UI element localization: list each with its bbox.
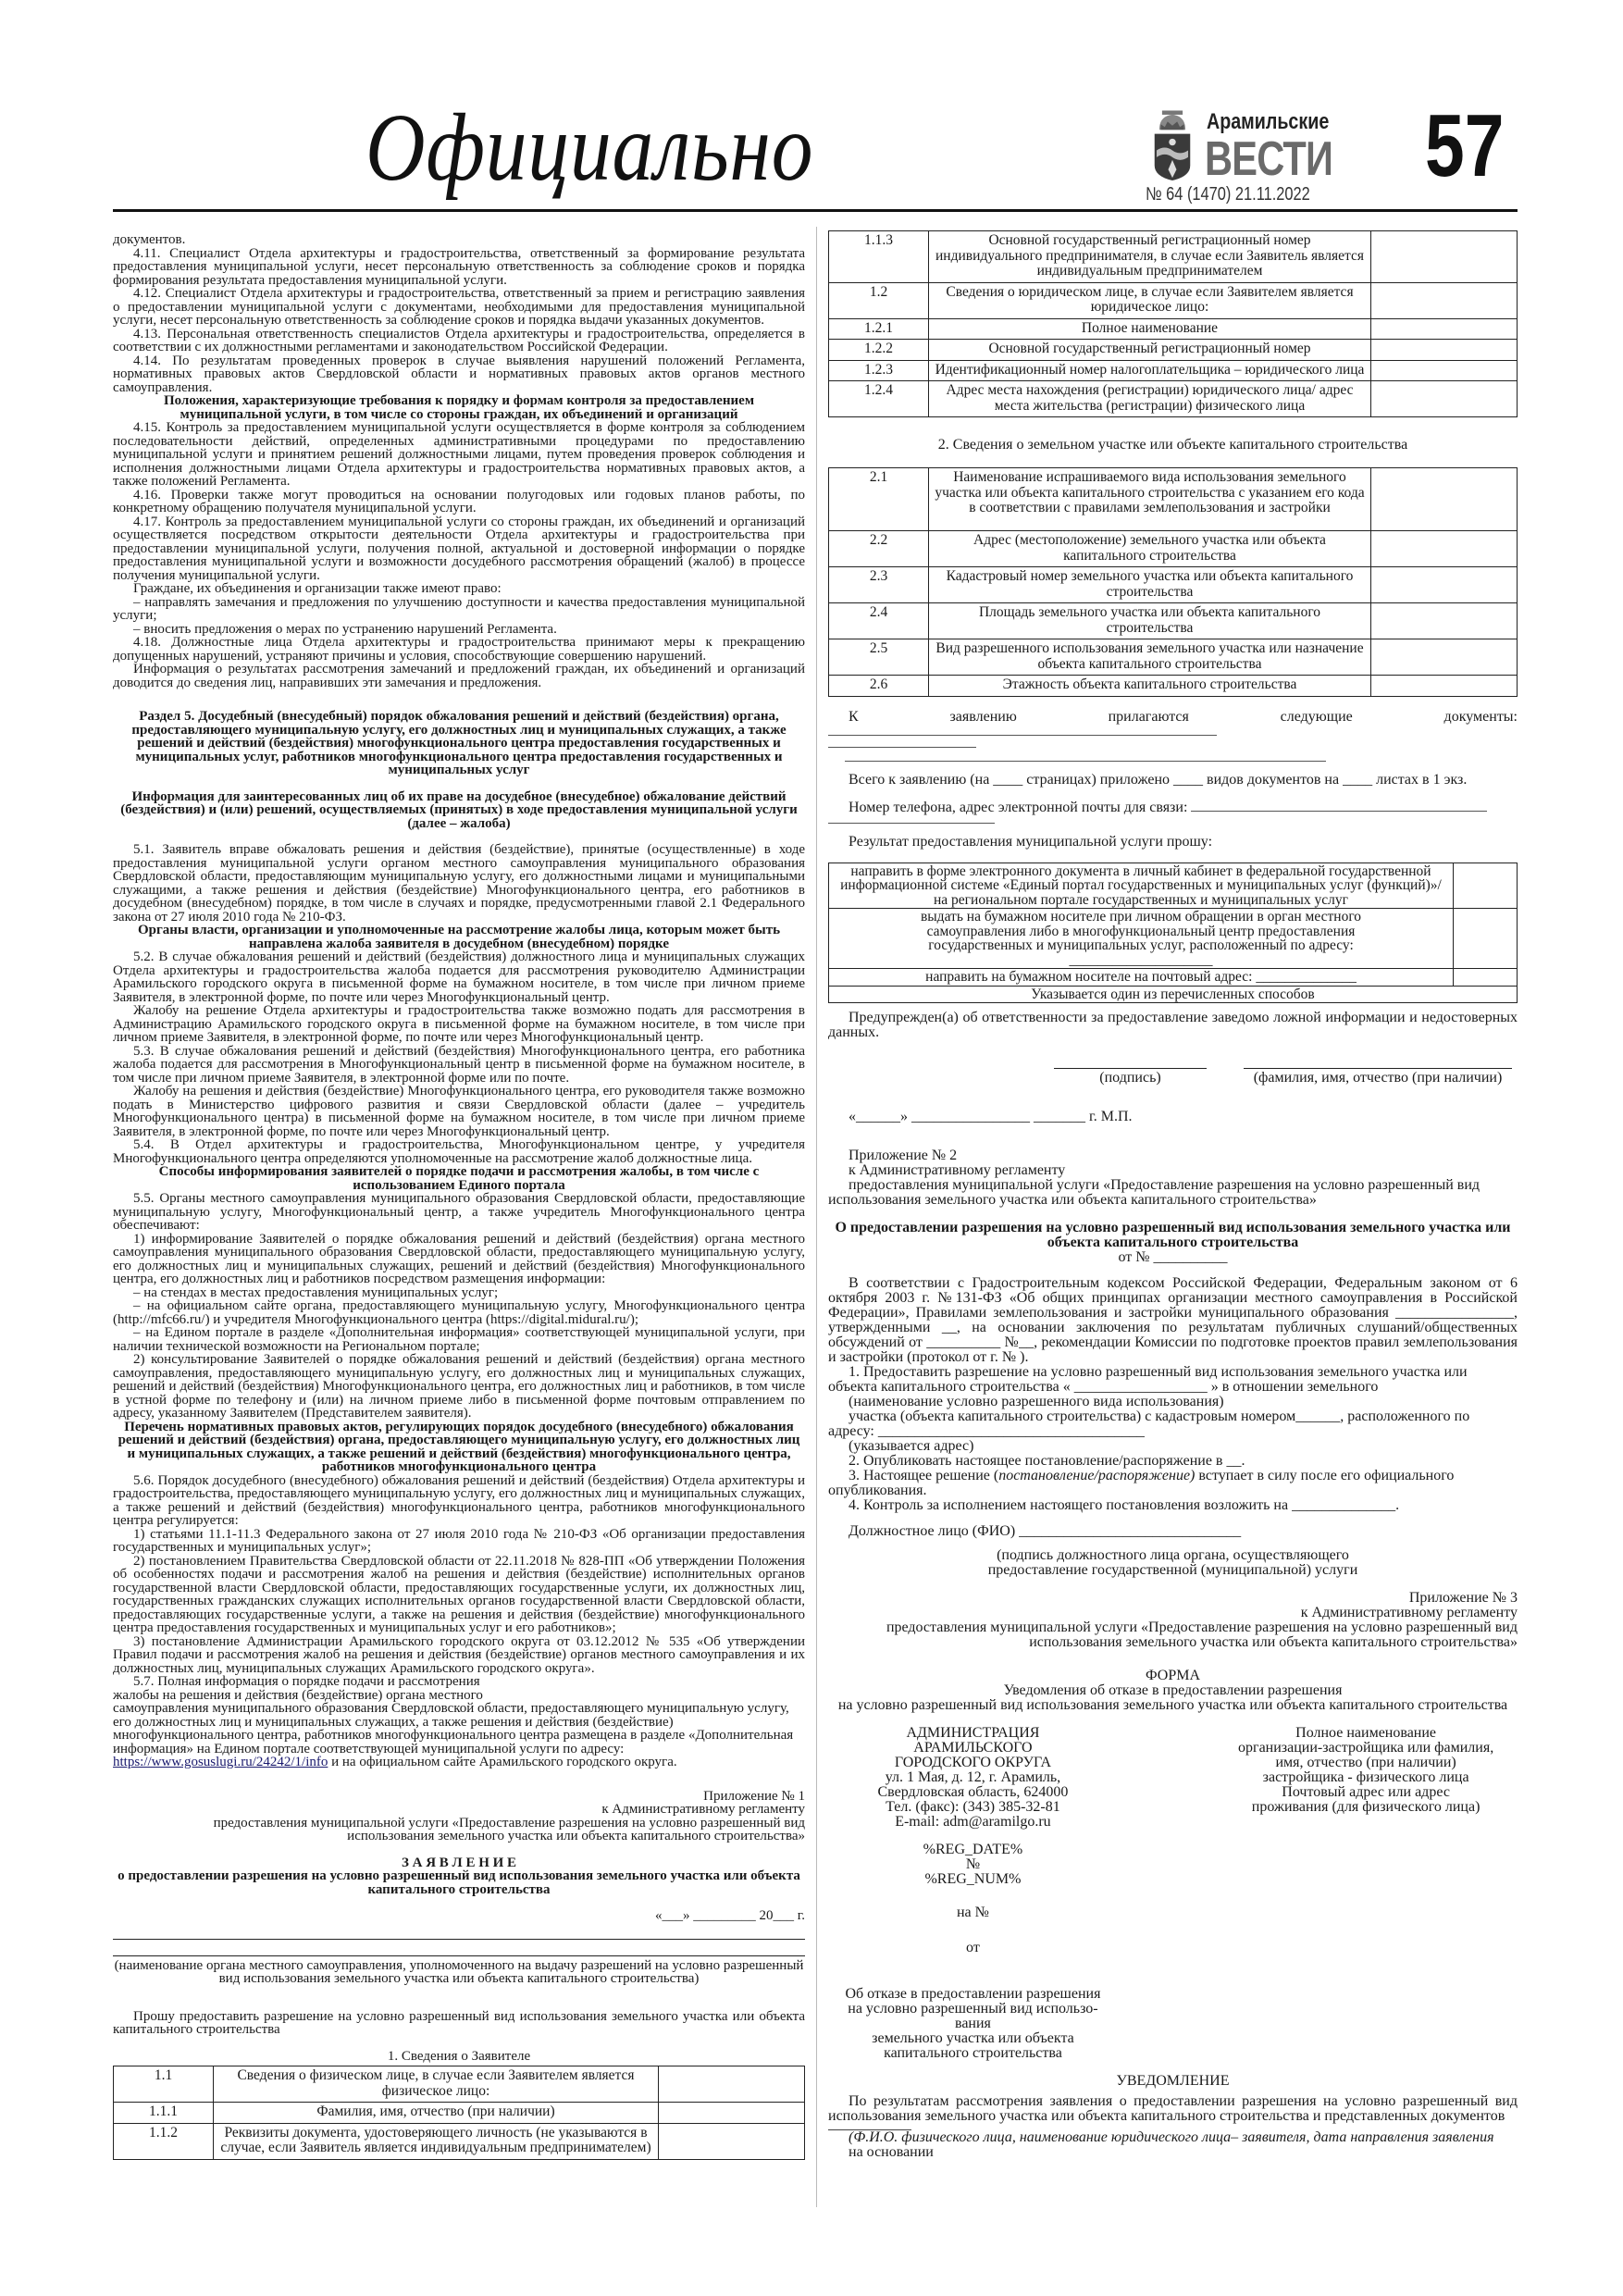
decision-item-3	[828, 1469, 1518, 1498]
table-row	[114, 2103, 805, 2124]
row-number: 2.6	[829, 676, 929, 697]
appendix-label: предоставления муниципальной услуги «Предоставление разрешения на условно разрешенный вид	[849, 1177, 1481, 1193]
text: 5.7. Полная информация о порядке подачи и рассмотрения	[133, 1674, 480, 1689]
issue-number: № 64 (1470) 21.11.2022	[1146, 184, 1310, 205]
table-caption: 1. Сведения о Заявителе	[387, 2048, 531, 2064]
text: самоуправления муниципального образования Свердловской области, предоставляющего муниципальную услугу, его должностных лиц и муниципальных служащих, а также решения и действия (бездействие) многофункционального центра, работников многофункционального центра размещена в разделе «Дополнительная информация» на Едином портале соответствующей муниципальной услуги по адресу:	[113, 1701, 794, 1756]
list-item: 1) информирование Заявителей о порядке обжалования решений и действий (бездействия) органа местного самоуправления муниципального образования Свердловской области, предоставляющего муниципальную услугу, его должностных лиц и муниципальных служащих, решений и действий (бездействия) Многофункционального центра, его должностных лиц и работников посредством размещения информации:	[113, 1231, 805, 1286]
notice-caption	[828, 2130, 1518, 2145]
right-column	[828, 230, 1518, 2160]
row-number: 2.4	[829, 603, 929, 639]
form-subtitle: на условно разрешенный вид использования земельного участка или объекта капитального строительства	[837, 1697, 1508, 1713]
row-label: Вид разрешенного использования земельного участка или назначение объекта капитального строительства	[929, 639, 1371, 676]
applicant-table-cont	[828, 230, 1518, 417]
row-number: 1.2.1	[829, 318, 929, 340]
list-item: – направлять замечания и предложения по улучшению доступности и качества предоставления муниципальной услуги;	[113, 594, 805, 623]
in-reply-number: на №	[956, 1905, 989, 1920]
result-options	[828, 863, 1518, 1004]
paragraph-5-6: 5.6. Порядок досудебного (внесудебного) обжалования решений и действий (бездействия) Отдела архитектуры и градостроительства, предоставляющего муниципальную услугу, его должностных лиц и муниципальных служащих, а также решений и действий (бездействия) многофункционального центра, работников многофункционального центра регулируется:	[113, 1472, 805, 1528]
paragraph: документов.	[113, 232, 186, 247]
attachments-label: К заявлению прилагаются следующие документы:	[849, 708, 1518, 725]
row-label: Сведения о физическом лице, в случае если Заявителем является физическое лицо:	[214, 2066, 659, 2103]
row-label: Идентификационный номер налогоплательщика – юридического лица	[929, 360, 1371, 381]
official-caption: предоставление государственной (муниципальной) услуги	[987, 1562, 1358, 1578]
notice-paragraph: По результатам рассмотрения заявления о предоставлении разрешения на условно разрешенный вид использования земельного участка или объекта капитального строительства и представленных документов	[828, 2093, 1518, 2124]
authority-name-line[interactable]	[113, 1923, 805, 1940]
text-italic: (Ф.И.О. физического лица, наименование юридического лица– заявителя, дата направления заявления	[849, 2129, 1494, 2145]
option-electronic: направить в форме электронного документа в личный кабинет в федеральной государственной информационной системе «Единый портал государственных и муниципальных услуг (функций)»/ на региональном портале государственных и муниципальных услуг	[829, 863, 1454, 909]
decision-item-2: 2. Опубликовать настоящее постановление/распоряжение в __.	[849, 1453, 1245, 1469]
left-column-section-5-cont	[113, 1165, 805, 1769]
field-caption: (наименование условно разрешенного вида использования)	[849, 1394, 1224, 1409]
recipient-line: имя, отчество (при наличии)	[1275, 1755, 1456, 1770]
appendix-label: Приложение № 3	[1408, 1590, 1518, 1606]
table-row	[829, 318, 1518, 340]
value-cell[interactable]	[1371, 531, 1518, 567]
full-name-field[interactable]: (фамилия, имя, отчество (при наличии)	[1244, 1068, 1512, 1086]
form-title: ФОРМА	[1145, 1668, 1201, 1683]
table-row	[829, 567, 1518, 603]
paragraph: Жалобу на решения и действия (бездействие) Многофункционального центра, его руководителя также возможно подать в Министерство цифрового развития и связи Свердловской области (далее – учредитель Многофункционального центра) в письменной форме на бумажном носителе, в том числе при личном приеме Заявителя, в электронной форме, по почте или через Многофункциональный центр.	[113, 1084, 805, 1139]
text: 3. Настоящее решение (	[849, 1468, 999, 1483]
documents-count[interactable]: Всего к заявлению (на ____ страницах) приложено ____ видов документов на ____ листах в 1 экз.	[849, 771, 1468, 788]
application-title: З А Я В Л Е Н И Е	[401, 1855, 517, 1870]
appendix-2	[828, 1148, 1518, 1578]
subject-line: капитального строительства	[884, 2045, 1062, 2061]
table-row	[829, 969, 1518, 987]
paragraph-4-12: 4.12. Специалист Отдела архитектуры и градостроительства, ответственный за прием и регистрацию заявления о предоставлении муниципальной услуги с документами, необходимыми для предоставления муниципальной услуги, несет персональную ответственность за соблюдение сроков и порядка выдачи указанных документов.	[113, 286, 805, 328]
appendix-label: к Административному регламенту	[849, 1162, 1066, 1178]
heading-authorities: Органы власти, организации и уполномоченные на рассмотрение жалобы лица, которым может быть направлена жалоба заявителя в досудебном (внесудебном) порядке	[137, 923, 781, 951]
blank-line[interactable]	[845, 748, 1326, 762]
appendix-3	[828, 1591, 1518, 2160]
list-item: – на стендах в местах предоставления муниципальных услуг;	[133, 1285, 499, 1300]
row-number: 1.1.1	[114, 2103, 214, 2124]
paragraph-4-14: 4.14. По результатам проведенных проверок в случае выявления нарушений положений Регламента, нормативных правовых актов Свердловской области и нормативных правовых актов органов местного самоуправления.	[113, 353, 805, 395]
list-item: 2) постановлением Правительства Свердловской области от 22.11.2018 № 828-ПП «Об утверждении Положения об особенностях подачи и рассмотрения жалоб на решения и действия (бездействие) исполнительных органов государственной власти Свердловской области, предоставляющих государственные услуги, их должностных лиц, государственных гражданских служащих исполнительных органов государственной власти Свердловской области, предоставляющих государственные услуги, а также на решения и действия (бездействие) многофункционального центра предоставления государственных и муниципальных услуг и его работников»;	[113, 1553, 805, 1635]
row-number: 2.5	[829, 639, 929, 676]
left-column-section-5	[113, 710, 805, 1165]
row-label: Наименование испрашиваемого вида использования земельного участка или объекта капитального строительства с указанием его кода в соответствии с правилами землепользования и застройки	[929, 468, 1371, 531]
appendix-label: использования земельного участка или объекта капитального строительства»	[828, 1192, 1317, 1208]
paragraph-4-17: 4.17. Контроль за предоставлением муниципальной услуги со стороны граждан, их объединений и организаций осуществляется посредством открытости деятельности Отдела архитектуры и градостроительства при предоставлении муниципальной услуги, получения полной, актуальной и достоверной информации о порядке предоставления муниципальной услуги и возможности досудебного рассмотрения обращений (жалоб) в процессе получения муниципальной услуги.	[113, 514, 805, 583]
form-subtitle: Уведомления об отказе в предоставлении разрешения	[1003, 1682, 1343, 1698]
text-italic: постановление/распоряжение)	[998, 1468, 1196, 1483]
appendix-label: Приложение № 1	[703, 1788, 805, 1804]
paragraph-5-4: 5.4. В Отдел архитектуры и градостроительства, Многофункциональном центре, у учредителя Многофункционального центра определяются уполномоченные на рассмотрение жалоб должностные лица.	[113, 1137, 805, 1166]
recipient-line: Почтовый адрес или адрес	[1282, 1784, 1450, 1800]
row-label: Адрес места нахождения (регистрации) юридического лица/ адрес места жительства (регистрации) физического лица	[929, 381, 1371, 417]
subject-line: вания	[954, 2016, 991, 2031]
appendix-label: предоставления муниципальной услуги «Предоставление разрешения на условно разрешенный вид	[213, 1815, 805, 1831]
reg-number-label: №	[965, 1856, 981, 1872]
paragraph-4-18: 4.18. Должностные лица Отдела архитектуры и градостроительства принимают меры к прекращению допущенных нарушений, устраняют причины и условия, способствующие совершению нарушений.	[113, 635, 805, 664]
table-row	[829, 381, 1518, 417]
column-divider	[816, 227, 817, 2207]
paragraph-5-7	[113, 1675, 805, 1702]
value-cell[interactable]	[1371, 282, 1518, 318]
table-row	[829, 676, 1518, 697]
table-row	[829, 909, 1518, 969]
heading-legal-acts: Перечень нормативных правовых актов, регулирующих порядок досудебного (внесудебного) обжалования решений и действий (бездействия) органа, предоставляющего муниципальную услугу, его должностных лиц и муниципальных служащих, а также решений и действий (бездействия) многофункционального центра, работников многофункционального центра	[118, 1419, 800, 1474]
row-label: Основной государственный регистрационный номер	[929, 340, 1371, 361]
row-number: 1.1	[114, 2066, 214, 2103]
sender-line: АРАМИЛЬСКОГО	[913, 1740, 1033, 1756]
sender-line: ул. 1 Мая, д. 12, г. Арамиль,	[885, 1769, 1061, 1785]
list-item: 3) постановление Администрации Арамильского городского округа от 03.12.2012 № 535 «Об утверждении Правил подачи и рассмотрения жалоб на решения и действия (бездействие) органов местного самоуправления и их должностных лиц, муниципальных служащих Арамильского городского округа».	[113, 1633, 805, 1676]
land-plot-section	[828, 438, 1518, 697]
decision-item-1-cont: участка (объекта капитального строительства) с кадастровым номером______, расположенного по адресу: ____________________________________	[828, 1409, 1470, 1439]
page-number: 57	[1425, 96, 1505, 195]
value-cell[interactable]	[1371, 567, 1518, 603]
gosuslugi-link[interactable]: https://www.gosuslugi.ru/24242/1/info	[113, 1755, 328, 1769]
value-cell[interactable]	[1371, 676, 1518, 697]
list-item: 2) консультирование Заявителей о порядке обжалования решений и действий (бездействия) органа местного самоуправления, предоставляющего муниципальную услугу, его должностных лиц и муниципальных служащих, решений и действий (бездействия) Многофункционального центра, его должностных лиц и работников, в том числе в устной форме по телефону и (или) на личном приеме либо в письменной форме почтовым отправлением по адресу, указанному Заявителем (Представителем заявителя).	[113, 1352, 805, 1421]
value-cell[interactable]	[659, 2066, 805, 2103]
logo-main-text: ВЕСТИ	[1205, 132, 1333, 186]
paragraph-5-3: 5.3. В случае обжалования решений и действий (бездействия) Многофункционального центра, его работника жалоба подается для рассмотрения в Многофункциональный центр в письменной форме на бумажном носителе, в том числе при личном приеме Заявителя, в электронной форме или по почте.	[113, 1043, 805, 1086]
text: вступает в силу после его официального опубликования.	[828, 1468, 1455, 1498]
appendix-label: предоставления муниципальной услуги «Предоставление разрешения на условно разрешенный вид	[886, 1620, 1518, 1635]
authority-caption: (наименование органа местного самоуправления, уполномоченного на выдачу разрешений на условно разрешенный вид использования земельного участка или объекта капитального строительства)	[114, 1957, 804, 1986]
list-item: – вносить предложения о мерах по устранению нарушений Регламента.	[133, 621, 557, 637]
attachments-field[interactable]	[828, 710, 1518, 739]
row-number: 1.2.2	[829, 340, 929, 361]
value-cell[interactable]	[1371, 231, 1518, 283]
table-row	[829, 986, 1518, 1003]
recipient-line: организации-застройщика или фамилия,	[1238, 1740, 1494, 1756]
table-row	[114, 2123, 805, 2159]
table-row	[829, 360, 1518, 381]
request-paragraph: Прошу предоставить разрешение на условно разрешенный вид использования земельного участка или объекта капитального строительства	[113, 2008, 805, 2037]
text: жалобы на решения и действия (бездействие) органа местного	[113, 1687, 483, 1703]
contact-field[interactable]	[828, 800, 1518, 815]
date-field[interactable]: «___» _________ 20___ г.	[655, 1908, 805, 1923]
header-divider	[113, 209, 1518, 212]
decision-title: О предоставлении разрешения на условно разрешенный вид использования земельного участка или объекта капитального строительства	[835, 1220, 1511, 1250]
decision-item-4: 4. Контроль за исполнением настоящего постановления возложить на ______________.	[849, 1497, 1400, 1513]
signature-field[interactable]: (подпись)	[1054, 1068, 1207, 1086]
list-item: 1) статьями 11.1-11.3 Федерального закона от 27 июля 2010 года № 210-ФЗ «Об организации предоставления государственных и муниципальных услуг»;	[113, 1526, 805, 1555]
sender-line: Тел. (факс): (343) 385-32-81	[886, 1799, 1060, 1815]
subject-line: Об отказе в предоставлении разрешения	[845, 1986, 1101, 2002]
appendix-label: использования земельного участка или объекта капитального строительства»	[1029, 1634, 1518, 1650]
applicant-table-continued	[828, 230, 1518, 417]
option-checkbox[interactable]	[1454, 969, 1518, 987]
paragraph-5-1: 5.1. Заявитель вправе обжаловать решения и действия (бездействие), принятые (осуществленные) в ходе предоставления муниципальной услуги органом местного самоуправления муниципального образования Свердловской области, предоставляющим муниципальную услугу, его должностными лицами и муниципальными служащими, а также решения и действия (бездействие) Многофункционального центра, его работников в досудебном (внесудебном) порядке, в том числе в случаях и порядке, предусмотренными главой 2.1 Федерального закона от 27 июля 2010 года № 210-ФЗ.	[113, 842, 805, 925]
value-cell[interactable]	[1371, 468, 1518, 531]
table-row	[829, 231, 1518, 283]
value-cell[interactable]	[1371, 639, 1518, 676]
decision-number[interactable]: от № __________	[1118, 1249, 1228, 1265]
row-label: Сведения о юридическом лице, в случае если Заявителем является юридическое лицо:	[929, 282, 1371, 318]
row-number: 1.2	[829, 282, 929, 318]
value-cell[interactable]	[1371, 381, 1518, 417]
official-caption: (подпись должностного лица органа, осуществляющего	[997, 1547, 1349, 1563]
field-caption: (указывается адрес)	[849, 1438, 974, 1454]
result-label: Результат предоставления муниципальной услуги прошу:	[849, 833, 1213, 850]
contact-label: Номер телефона, адрес электронной почты для связи:	[849, 799, 1188, 815]
address-block	[828, 1726, 1518, 2061]
value-cell[interactable]	[1371, 340, 1518, 361]
sender-line: ГОРОДСКОГО ОКРУГА	[894, 1755, 1052, 1770]
row-number: 2.1	[829, 468, 929, 531]
heading-section-5: Раздел 5. Досудебный (внесудебный) порядок обжалования решений и действий (бездействия) органа, предоставляющего муниципальную услугу, его должностных лиц и муниципальных служащих, а также решений и действий (бездействия) многофункционального центра предоставления государственных и муниципальных услуг, работников многофункционального центра предоставления государственных и муниципальных услуг	[131, 709, 787, 777]
appendix-1	[113, 1790, 805, 2160]
row-label: Кадастровый номер земельного участка или объекта капитального строительства	[929, 567, 1371, 603]
application-subtitle: о предоставлении разрешения на условно разрешенный вид использования земельного участка или объекта капитального строительства	[118, 1868, 800, 1897]
text: и на официальном сайте Арамильского городского округа.	[331, 1755, 677, 1769]
left-column	[113, 233, 805, 2160]
authority-name-line[interactable]	[113, 1940, 805, 1956]
row-number: 1.2.3	[829, 360, 929, 381]
list-item: – на официальном сайте органа, предоставляющего муниципальную услугу, Многофункционального центра (http://mfc66.ru/) и учредителя Многофункционального центра (https://digital.midural.ru/);	[113, 1298, 805, 1327]
value-cell[interactable]	[1371, 603, 1518, 639]
notice-basis[interactable]: на основании	[849, 2144, 934, 2160]
table-row	[114, 2066, 805, 2103]
value-cell[interactable]	[659, 2103, 805, 2124]
land-plot-table	[828, 467, 1518, 697]
sender-line: АДМИНИСТРАЦИЯ	[906, 1725, 1040, 1741]
paragraph-4-15: 4.15. Контроль за предоставлением муниципальной услуги осуществляется в форме контроля за соблюдением последовательности действий, определенных административными процедурами по предоставлению муниципальной услуги и принятием решений должностными лицами, путем проведения проверок соблюдения и исполнения должностными лицами Отдела архитектуры и градостроительства нормативных правовых актов, а также положений Регламента.	[113, 420, 805, 489]
option-checkbox[interactable]	[1454, 909, 1518, 969]
option-note: Указывается один из перечисленных способов	[829, 986, 1518, 1003]
paragraph: Граждане, их объединения и организации также имеют право:	[133, 581, 502, 596]
value-cell[interactable]	[659, 2123, 805, 2159]
list-item: – на Едином портале в разделе «Дополнительная информация» соответствующей муниципальной услуги, при наличии технической возможности на Региональном портале;	[113, 1325, 805, 1354]
logo-top-text: Арамильские	[1207, 109, 1330, 134]
paragraph-4-11: 4.11. Специалист Отдела архитектуры и градостроительства, ответственный за формирование результата предоставления муниципальной услуги, несет персональную ответственность за соблюдение сроков и порядка формирования результата предоставления муниципальной услуги.	[113, 245, 805, 288]
decision-preamble: В соответствии с Градостроительным кодексом Российской Федерации, Федеральным законом от 6 октября 2003 г. №131-ФЗ «Об общих принципах организации местного самоуправления в Российской Федерации», Правилами землепользования и застройки муниципального образования ________________, утвержденными __, на основании заключения по результатам публичных слушаний/общественных обсуждений от __________ №__, рекомендации Комиссии по подготовке проектов правил землепользования и застройки (протокол от г. № ).	[828, 1275, 1518, 1365]
row-number: 1.1.3	[829, 231, 929, 283]
in-reply-date: от	[966, 1940, 980, 1955]
row-label: Основной государственный регистрационный номер индивидуального предпринимателя, в случае если Заявитель является индивидуальным предпринимателем	[929, 231, 1371, 283]
recipient-line: проживания (для физического лица)	[1251, 1799, 1481, 1815]
paragraph-4-16: 4.16. Проверки также могут проводиться на основании полугодовых или годовых планов работы, по конкретному обращению получателя муниципальной услуги.	[113, 487, 805, 515]
paragraph-5-5: 5.5. Органы местного самоуправления муниципального образования Свердловской области, предоставляющие муниципальную услугу, Многофункциональный центр, а также учредитель Многофункционального центра обеспечивают:	[113, 1191, 805, 1233]
recipient-line: Полное наименование	[1295, 1725, 1437, 1741]
option-mail: направить на бумажном носителе на почтовый адрес: ______________	[829, 969, 1454, 987]
table-caption: 2. Сведения о земельном участке или объекте капитального строительства	[937, 437, 1408, 453]
value-cell[interactable]	[1371, 318, 1518, 340]
row-label: Адрес (местоположение) земельного участка или объекта капитального строительства	[929, 531, 1371, 567]
subject-line: земельного участка или объекта	[872, 2030, 1074, 2046]
blank-line[interactable]	[828, 815, 995, 824]
appendix-label: использования земельного участка или объекта капитального строительства»	[347, 1829, 805, 1843]
appendix-label: к Административному регламенту	[1300, 1605, 1518, 1620]
heading-informing: Способы информирования заявителей о порядке подачи и рассмотрения жалобы, в том числе с использованием Единого портала	[158, 1164, 760, 1193]
liability-warning: Предупрежден(а) об ответственности за предоставление заведомо ложной информации и недостоверных данных.	[828, 1010, 1518, 1040]
recipient-block	[1214, 1726, 1518, 2061]
row-number: 2.2	[829, 531, 929, 567]
table-row	[829, 863, 1518, 909]
row-label: Полное наименование	[929, 318, 1371, 340]
signature-row	[828, 1068, 1518, 1086]
paragraph-5-2: 5.2. В случае обжалования решений и действий (бездействия) должностного лица и муниципальных служащих Отдела архитектуры и градостроительства жалоба подается для рассмотрения руководителю Администрации Арамильского городского округа в письменной форме на бумажном носителе, в том числе при личном приеме Заявителя, в электронной форме, по почте или через Многофункциональный центр.	[113, 949, 805, 1005]
newspaper-logo	[1146, 109, 1368, 186]
option-checkbox[interactable]	[1454, 863, 1518, 909]
row-label: Фамилия, имя, отчество (при наличии)	[214, 2103, 659, 2124]
signature-section	[828, 1011, 1518, 1124]
appendix-label: Приложение № 2	[849, 1148, 958, 1163]
row-number: 2.3	[829, 567, 929, 603]
left-column-section-4	[113, 233, 805, 689]
sender-email: E-mail: adm@aramilgo.ru	[895, 1814, 1051, 1830]
row-number: 1.1.2	[114, 2123, 214, 2159]
section-title: Официально	[365, 94, 814, 201]
row-label: Площадь земельного участка или объекта капитального строительства	[929, 603, 1371, 639]
table-row	[829, 639, 1518, 676]
appendix-label: к Административному регламенту	[601, 1802, 805, 1817]
recipient-line: застройщика - физического лица	[1262, 1769, 1469, 1785]
row-number: 1.2.4	[829, 381, 929, 417]
table-row	[829, 340, 1518, 361]
result-options-table	[828, 863, 1518, 1004]
paragraph: Жалобу на решение Отдела архитектуры и градостроительства также возможно подать для рассмотрения в Администрацию Арамильского городского округа в письменной форме на бумажном носителе, в том числе при личном приеме Заявителя, в электронной форме, по почте или через Многофункциональный центр.	[113, 1003, 805, 1045]
blank-line[interactable]	[828, 739, 976, 748]
table-row	[829, 531, 1518, 567]
table-row	[829, 282, 1518, 318]
sender-block	[828, 1726, 1118, 2061]
sender-line: Свердловская область, 624000	[877, 1784, 1069, 1800]
table-row	[829, 468, 1518, 531]
coat-of-arms-icon	[1146, 109, 1199, 183]
reg-date: %REG_DATE%	[923, 1842, 1023, 1857]
reg-number: %REG_NUM%	[924, 1871, 1022, 1887]
notice-title: УВЕДОМЛЕНИЕ	[1116, 2073, 1230, 2089]
row-label: Этажность объекта капитального строительства	[929, 676, 1371, 697]
paragraph: Информация о результатах рассмотрения замечаний и предложений граждан, их объединений и организаций доводится до сведения лиц, направивших эти замечания и предложения.	[113, 662, 805, 690]
heading-control: Положения, характеризующие требования к порядку и формам контроля за предоставлением муниципальной услуги, в том числе со стороны граждан, их объединений и организаций	[163, 393, 755, 422]
option-paper-in-person: выдать на бумажном носителе при личном обращении в орган местного самоуправления либо в многофункциональный центр предоставления государственных и муниципальных услуг, расположенный по адресу: ____________________	[829, 909, 1454, 969]
paragraph-5-7-cont	[113, 1702, 805, 1769]
heading-information: Информация для заинтересованных лиц об их праве на досудебное (внесудебное) обжалование действий (бездействия) и (или) решений, осуществляемых (принятых) в ходе предоставления муниципальной услуги (далее – жалоба)	[120, 788, 798, 831]
applicant-table	[113, 2066, 805, 2160]
subject-line: на условно разрешенный вид использо-	[848, 2001, 1098, 2017]
table-row	[829, 603, 1518, 639]
value-cell[interactable]	[1371, 360, 1518, 381]
row-label: Реквизиты документа, удостоверяющего личность (не указываются в случае, если Заявитель является индивидуальным предпринимателем)	[214, 2123, 659, 2159]
official-field[interactable]: Должностное лицо (ФИО) ______________________________	[849, 1523, 1242, 1539]
attachments-section	[828, 710, 1518, 850]
paragraph-4-13: 4.13. Персональная ответственность специалистов Отдела архитектуры и градостроительства, определяется в соответствии с их должностными регламентами и законодательством Российской Федерации.	[113, 326, 805, 354]
date-stamp-field[interactable]: «______» ________________ _______ г. М.П.	[849, 1109, 1133, 1124]
decision-item-1: 1. Предоставить разрешение на условно разрешенный вид использования земельного участка или объекта капитального строительства « __________________ » в отношении земельного	[828, 1364, 1468, 1395]
